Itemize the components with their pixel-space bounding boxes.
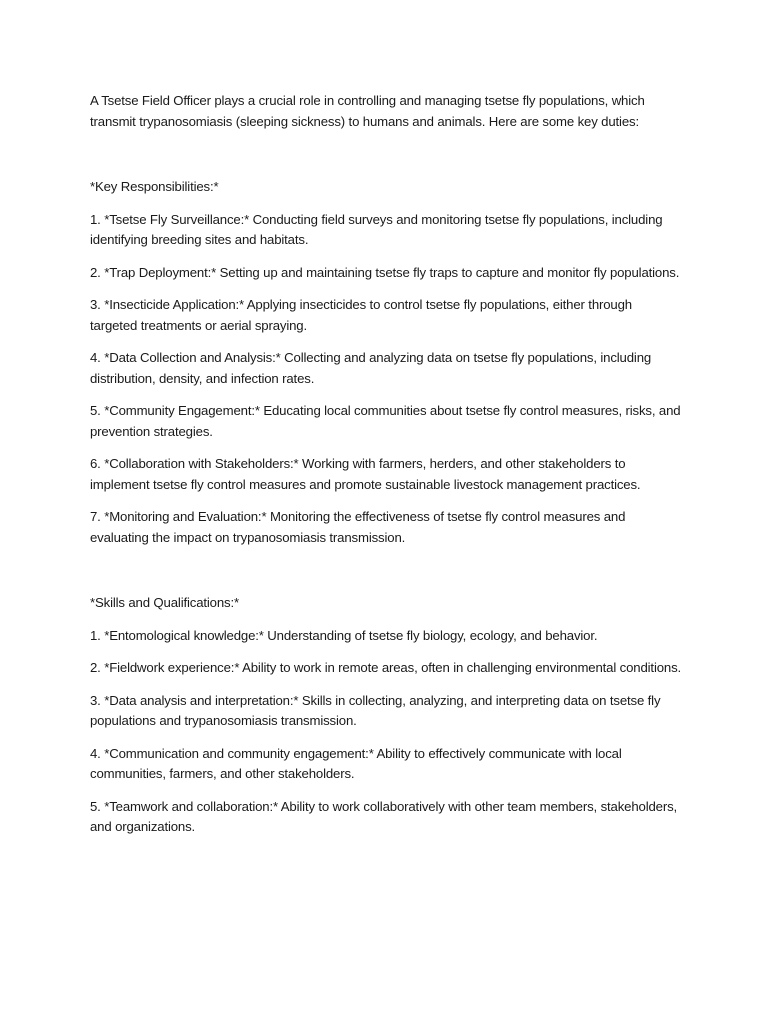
responsibility-item: 6. *Collaboration with Stakeholders:* Working with farmers, herders, and other stakeholders to implement tsetse fly control measures and promote sustainable livestock management practices. <box>90 456 641 492</box>
responsibilities-heading: *Key Responsibilities:* <box>90 179 219 194</box>
skill-item: 5. *Teamwork and collaboration:* Ability to work collaboratively with other team members, stakeholders, and organizations. <box>90 798 678 834</box>
skill-item: 4. *Communication and community engagement:* Ability to effectively communicate with local communities, farmers, and other stakeholders. <box>90 745 622 781</box>
intro-paragraph: A Tsetse Field Officer plays a crucial role in controlling and managing tsetse fly populations, which transmit trypanosomiasis (sleeping sickness) to humans and animals. Here are some key duties: <box>90 93 645 129</box>
skill-item: 2. *Fieldwork experience:* Ability to work in remote areas, often in challenging environmental conditions. <box>90 660 682 675</box>
skill-item: 1. *Entomological knowledge:* Understanding of tsetse fly biology, ecology, and behavior. <box>90 627 598 643</box>
responsibility-item: 2. *Trap Deployment:* Setting up and maintaining tsetse fly traps to capture and monitor fly populations. <box>90 264 680 280</box>
responsibility-item: 7. *Monitoring and Evaluation:* Monitoring the effectiveness of tsetse fly control measures and evaluating the impact on trypanosomiasis transmission. <box>90 509 626 545</box>
skills-heading: *Skills and Qualifications:* <box>90 595 239 610</box>
responsibility-item: 5. *Community Engagement:* Educating local communities about tsetse fly control measures, risks, and prevention strategies. <box>90 403 681 439</box>
responsibility-item: 4. *Data Collection and Analysis:* Collecting and analyzing data on tsetse fly populations, including distribution, density, and infection rates. <box>90 350 652 386</box>
document-body <box>90 91 682 850</box>
responsibility-item: 1. *Tsetse Fly Surveillance:* Conducting field surveys and monitoring tsetse fly populations, including identifying breeding sites and habitats. <box>90 211 663 247</box>
responsibility-item: 3. *Insecticide Application:* Applying insecticides to control tsetse fly populations, either through targeted treatments or aerial spraying. <box>90 297 632 333</box>
skill-item: 3. *Data analysis and interpretation:* Skills in collecting, analyzing, and interpreting data on tsetse fly populations and trypanosomiasis transmission. <box>90 692 661 728</box>
